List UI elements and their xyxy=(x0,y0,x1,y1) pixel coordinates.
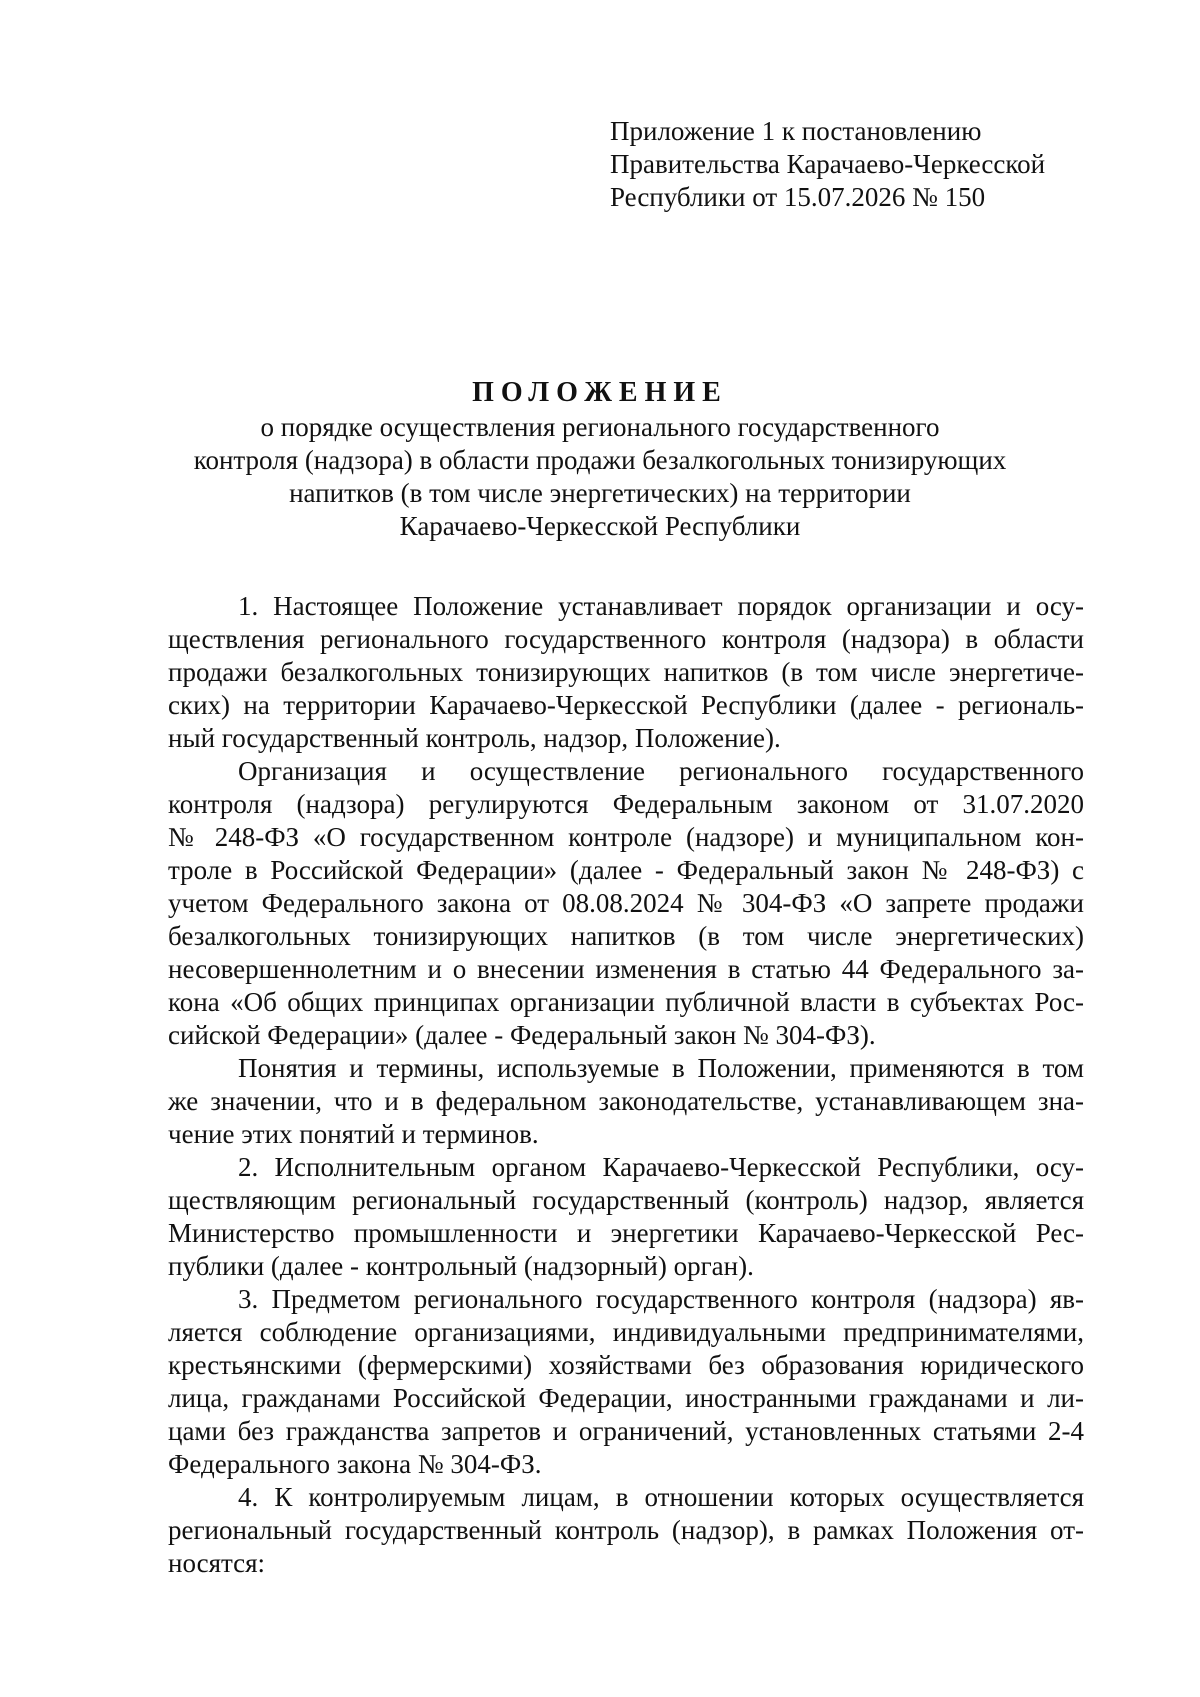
paragraph-line: несовершеннолетним и о внесении изменения в статью 44 Федерального за- xyxy=(168,954,1084,984)
paragraph xyxy=(168,1481,1084,1580)
subtitle-line: напитков (в том числе энергетических) на территории xyxy=(289,478,911,508)
appendix-line: Правительства Карачаево-Черкесской xyxy=(610,149,1046,179)
paragraph-line: № 248-ФЗ «О государственном контроле (надзоре) и муниципальном кон- xyxy=(168,822,1084,852)
paragraph-line: Министерство промышленности и энергетики Карачаево-Черкесской Рес- xyxy=(168,1218,1084,1248)
appendix-header xyxy=(610,115,1130,214)
paragraph-line: безалкогольных тонизирующих напитков (в том числе энергетических) xyxy=(168,921,1084,951)
appendix-line: Приложение 1 к постановлению xyxy=(610,116,982,146)
paragraph xyxy=(168,755,1084,1052)
appendix-line: Республики от 15.07.2026 № 150 xyxy=(610,182,986,212)
paragraph-line: региональный государственный контроль (надзор), в рамках Положения от- xyxy=(168,1515,1084,1545)
paragraph xyxy=(168,1283,1084,1481)
paragraph-line: 3. Предметом регионального государственного контроля (надзора) яв- xyxy=(238,1284,1084,1314)
paragraph-line: крестьянскими (фермерскими) хозяйствами без образования юридического xyxy=(168,1350,1084,1380)
paragraph-line: ляется соблюдение организациями, индивидуальными предпринимателями, xyxy=(168,1317,1084,1347)
paragraph-line: 2. Исполнительным органом Карачаево-Черкесской Республики, осу- xyxy=(238,1152,1084,1182)
paragraph-line: ществления регионального государственного контроля (надзора) в области xyxy=(168,624,1084,654)
paragraph xyxy=(168,1052,1084,1151)
paragraph-line: Организация и осуществление регионального государственного xyxy=(238,756,1084,786)
paragraph-line: публики (далее - контрольный (надзорный) орган). xyxy=(168,1251,754,1281)
subtitle-line: контроля (надзора) в области продажи безалкогольных тонизирующих xyxy=(193,445,1007,475)
paragraph-line: Понятия и термины, используемые в Положении, применяются в том xyxy=(238,1053,1084,1083)
paragraph-line: цами без гражданства запретов и ограничений, установленных статьями 2-4 xyxy=(168,1416,1084,1446)
paragraph-line: носятся: xyxy=(168,1548,266,1578)
paragraph-line: чение этих понятий и терминов. xyxy=(168,1119,539,1149)
document-title-block xyxy=(150,375,1050,543)
document-subtitle xyxy=(150,411,1050,543)
paragraph-line: 1. Настоящее Положение устанавливает порядок организации и осу- xyxy=(238,591,1084,621)
paragraph-line: ществляющим региональный государственный (контроль) надзор, является xyxy=(168,1185,1084,1215)
paragraph-line: ских) на территории Карачаево-Черкесской Республики (далее - региональ- xyxy=(168,690,1084,720)
paragraph-line: 4. К контролируемым лицам, в отношении которых осуществляется xyxy=(238,1482,1084,1512)
paragraph-line: троле в Российской Федерации» (далее - Федеральный закон № 248-ФЗ) с xyxy=(168,855,1084,885)
paragraph-line: контроля (надзора) регулируются Федеральным законом от 31.07.2020 xyxy=(168,789,1084,819)
paragraph-line: же значении, что и в федеральном законодательстве, устанавливающем зна- xyxy=(168,1086,1084,1116)
paragraph-line: ный государственный контроль, надзор, Положение). xyxy=(168,723,781,753)
document-body xyxy=(168,590,1084,1580)
paragraph-line: кона «Об общих принципах организации публичной власти в субъектах Рос- xyxy=(168,987,1084,1017)
paragraph-line: лица, гражданами Российской Федерации, иностранными гражданами и ли- xyxy=(168,1383,1084,1413)
paragraph-line: учетом Федерального закона от 08.08.2024 № 304-ФЗ «О запрете продажи xyxy=(168,888,1084,918)
paragraph-line: Федерального закона № 304-ФЗ. xyxy=(168,1449,542,1479)
document-title: ПОЛОЖЕНИЕ xyxy=(472,377,728,408)
paragraph xyxy=(168,1151,1084,1283)
paragraph-line: сийской Федерации» (далее - Федеральный закон № 304-ФЗ). xyxy=(168,1020,876,1050)
subtitle-line: о порядке осуществления регионального государственного xyxy=(260,412,940,442)
paragraph-line: продажи безалкогольных тонизирующих напитков (в том числе энергетиче- xyxy=(168,657,1084,687)
paragraph xyxy=(168,590,1084,755)
subtitle-line: Карачаево-Черкесской Республики xyxy=(399,511,801,541)
